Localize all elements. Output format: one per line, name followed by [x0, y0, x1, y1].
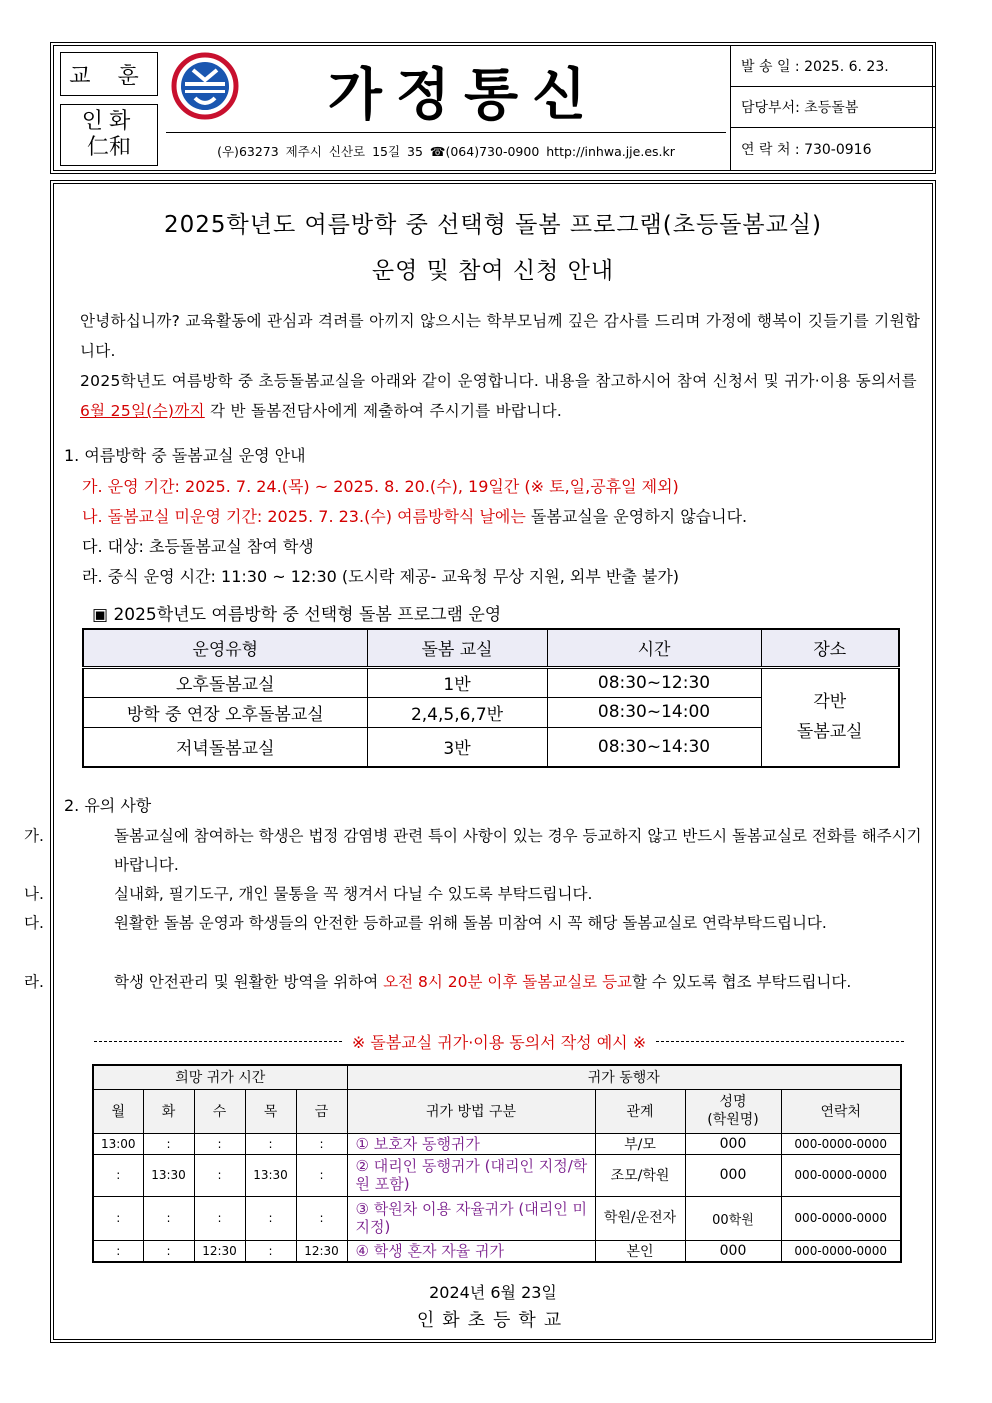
cell-time: 08:30~14:00 [547, 697, 761, 727]
time-cell: 12:30 [296, 1240, 347, 1262]
cell-type: 저녁돌봄교실 [83, 727, 367, 767]
contact-cell: 000-0000-0000 [781, 1196, 901, 1240]
day-fri: 금 [296, 1089, 347, 1133]
table-row [93, 1240, 901, 1262]
time-cell: : [143, 1196, 194, 1240]
notice-text-end: 할 수 있도록 협조 부탁드립니다. [632, 973, 852, 991]
document-body [24, 180, 936, 1343]
group-return-time: 희망 귀가 시간 [93, 1065, 347, 1089]
document-title-line2: 운영 및 참여 신청 안내 [371, 258, 615, 284]
school-name: 인화초등학교 [416, 1310, 570, 1331]
method-cell: ③ 학원차 이용 자율귀가 (대리인 미지정) [347, 1196, 595, 1240]
operation-period: 가. 운영 기간: 2025. 7. 24.(목) ~ 2025. 8. 20.(수), 19일간 (※ 토,일,공휴일 제외) [82, 477, 679, 496]
table-row [93, 1154, 901, 1196]
closed-day-rest: 돌봄교실을 운영하지 않습니다. [525, 507, 748, 526]
issue-info [730, 46, 936, 170]
newsletter-title: 가정통신 [327, 63, 601, 128]
notice-text: 원활한 돌봄 운영과 학생들의 안전한 등하교를 위해 돌봄 미참여 시 꼭 해당 돌봄교실로 연락부탁드립니다. [114, 914, 827, 932]
header-type: 운영유형 [83, 629, 367, 667]
section1-title: 1. 여름방학 중 돌봄교실 운영 안내 [64, 446, 306, 465]
time-cell: : [296, 1154, 347, 1196]
document-title-line1: 2025학년도 여름방학 중 선택형 돌봄 프로그램(초등돌봄교실) [163, 212, 823, 238]
relation-cell: 본인 [595, 1240, 685, 1262]
group-companion: 귀가 동행자 [347, 1065, 901, 1089]
program-table-header [83, 629, 899, 667]
table-row [83, 667, 899, 697]
cell-time: 08:30~12:30 [547, 667, 761, 697]
notice-label: 라. [24, 973, 44, 991]
closed-day [82, 502, 932, 532]
section2-title: 2. 유의 사항 [64, 796, 152, 815]
time-cell: : [245, 1240, 296, 1262]
method-header: 귀가 방법 구분 [347, 1089, 595, 1133]
place-line2: 돌봄교실 [796, 722, 863, 743]
intro-greeting: 안녕하십니까? 교육활동에 관심과 격려를 아끼지 않으시는 학부모님께 깊은 감사를 드리며 가정에 행복이 깃들기를 기원합니다. [80, 312, 921, 360]
name-cell: 000 [685, 1240, 781, 1262]
time-cell: : [93, 1240, 143, 1262]
contact-number: 연 락 처 : 730-0916 [741, 141, 872, 158]
header-place: 장소 [761, 629, 899, 667]
program-table [82, 628, 900, 768]
motto-label: 교 훈 [60, 52, 158, 96]
relation-cell: 조모/학원 [595, 1154, 685, 1196]
intro-notice-text-end: 각 반 돌봄전담사에게 제출하여 주시기를 바랍니다. [204, 402, 563, 420]
target-students: 다. 대상: 초등돌봄교실 참여 학생 [82, 537, 314, 556]
relation-cell: 학원/운전자 [595, 1196, 685, 1240]
cell-time: 08:30~14:30 [547, 727, 761, 767]
example-title: ※ 돌봄교실 귀가·이용 동의서 작성 예시 ※ [351, 1033, 647, 1052]
time-cell: 13:00 [93, 1133, 143, 1154]
method-cell: ② 대리인 동행귀가 (대리인 지정/학원 포함) [347, 1154, 595, 1196]
time-cell: : [143, 1240, 194, 1262]
dashed-line [656, 1041, 904, 1042]
cell-room: 1반 [367, 667, 547, 697]
notice-item [24, 968, 930, 997]
time-cell: 13:30 [143, 1154, 194, 1196]
contact-cell: 000-0000-0000 [781, 1133, 901, 1154]
cell-type: 방학 중 연장 오후돌봄교실 [83, 697, 367, 727]
day-tue: 화 [143, 1089, 194, 1133]
cell-room: 3반 [367, 727, 547, 767]
time-cell: : [245, 1133, 296, 1154]
time-cell: : [194, 1133, 245, 1154]
time-cell: : [296, 1196, 347, 1240]
contact-cell: 000-0000-0000 [781, 1240, 901, 1262]
notice-text: 돌봄교실에 참여하는 학생은 법정 감염병 관련 특이 사항이 있는 경우 등교하지 않고 반드시 돌봄교실로 전화를 해주시기 바랍니다. [114, 827, 922, 874]
submission-deadline: 6월 25일(수)까지 [80, 402, 205, 420]
motto-hangul: 인화 [81, 109, 137, 134]
issue-date-footer: 2024년 6월 23일 [429, 1283, 557, 1302]
notice-text: 실내화, 필기도구, 개인 물통을 꼭 챙겨서 다닐 수 있도록 부탁드립니다. [114, 885, 593, 903]
method-cell: ④ 학생 혼자 자율 귀가 [347, 1240, 595, 1262]
program-heading: ▣ 2025학년도 여름방학 중 선택형 돌봄 프로그램 운영 [92, 605, 502, 625]
motto-hanja: 仁和 [86, 135, 131, 160]
relation-cell: 부/모 [595, 1133, 685, 1154]
day-thu: 목 [245, 1089, 296, 1133]
time-cell: : [93, 1196, 143, 1240]
place-line1: 각반 [813, 692, 847, 713]
time-cell: 12:30 [194, 1240, 245, 1262]
time-cell: : [143, 1133, 194, 1154]
school-address: (우)63273 제주시 신산로 15길 35 ☎(064)730-0900 http://inhwa.jje.es.kr [166, 132, 726, 168]
time-cell: : [93, 1154, 143, 1196]
example-group-header [93, 1065, 901, 1089]
notice-label: 다. [24, 914, 44, 932]
department: 담당부서: 초등돌봄 [731, 87, 936, 128]
notice-item [24, 822, 930, 880]
time-cell: : [194, 1196, 245, 1240]
closed-day-red: 나. 돌봄교실 미운영 기간: 2025. 7. 23.(수) 여름방학식 날에는 [82, 507, 526, 526]
school-logo-icon [171, 52, 239, 120]
notice-label: 가. [24, 827, 44, 845]
day-wed: 수 [194, 1089, 245, 1133]
name-header: 성명 (학원명) [685, 1089, 781, 1133]
dashed-line [94, 1041, 342, 1042]
day-mon: 월 [93, 1089, 143, 1133]
intro-notice-text: 2025학년도 여름방학 중 초등돌봄교실을 아래와 같이 운영합니다. 내용을 참고하시어 참여 신청서 및 귀가·이용 동의서를 [80, 372, 917, 390]
name-cell: 000 [685, 1154, 781, 1196]
example-column-header [93, 1089, 901, 1133]
notice-label: 나. [24, 885, 44, 903]
motto-value [60, 104, 158, 166]
contact-header: 연락처 [781, 1089, 901, 1133]
notice-item [24, 909, 930, 938]
lunch-time: 라. 중식 운영 시간: 11:30 ~ 12:30 (도시락 제공- 교육청 무상 지원, 외부 반출 불가) [82, 567, 680, 586]
notice-item [24, 880, 930, 909]
table-row [93, 1196, 901, 1240]
time-cell: : [245, 1196, 296, 1240]
time-cell: : [194, 1154, 245, 1196]
example-divider [94, 1030, 904, 1053]
cell-place [761, 667, 899, 767]
header-room: 돌봄 교실 [367, 629, 547, 667]
cell-room: 2,4,5,6,7반 [367, 697, 547, 727]
name-cell: 00학원 [685, 1196, 781, 1240]
name-cell: 000 [685, 1133, 781, 1154]
time-cell: : [296, 1133, 347, 1154]
contact-cell: 000-0000-0000 [781, 1154, 901, 1196]
intro-notice [80, 366, 930, 426]
table-row [93, 1133, 901, 1154]
issue-date: 발 송 일 : 2025. 6. 23. [731, 46, 936, 87]
method-cell: ① 보호자 동행귀가 [347, 1133, 595, 1154]
example-consent-table [92, 1064, 902, 1263]
time-cell: 13:30 [245, 1154, 296, 1196]
relation-header: 관계 [595, 1089, 685, 1133]
cell-type: 오후돌봄교실 [83, 667, 367, 697]
header-time: 시간 [547, 629, 761, 667]
notice-text: 학생 안전관리 및 원활한 방역을 위하여 [114, 973, 384, 991]
newsletter-header [50, 42, 936, 174]
arrival-time-notice: 오전 8시 20분 이후 돌봄교실로 등교 [383, 973, 633, 991]
